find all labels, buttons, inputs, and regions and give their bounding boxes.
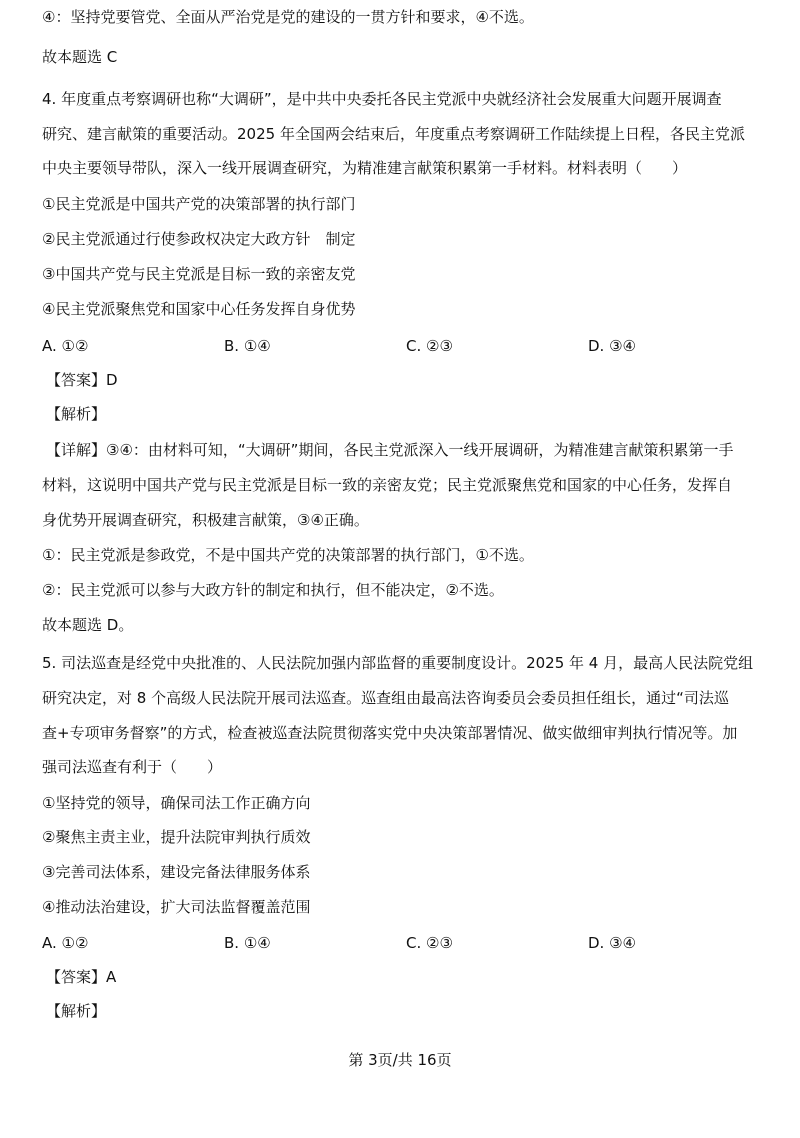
q5-option-a: A. ①② — [42, 934, 89, 952]
q5-stem-line: 5. 司法巡查是经党中央批准的、人民法院加强内部监督的重要制度设计。2025 年 4 月，最高人民法院党组 — [42, 654, 754, 672]
q4-statement: ③中国共产党与民主党派是目标一致的亲密友党 — [42, 265, 356, 283]
q4-stem-line: 研究、建言献策的重要活动。2025 年全国两会结束后，年度重点考察调研工作陆续提上日程，各民主党派 — [42, 125, 745, 143]
q5-option-d: D. ③④ — [588, 934, 636, 952]
q4-stem-line: 4. 年度重点考察调研也称“大调研”，是中共中央委托各民主党派中央就经济社会发展重大问题开展调查 — [42, 90, 722, 108]
q4-conclusion: 故本题选 D。 — [42, 616, 134, 634]
q4-option-c: C. ②③ — [406, 337, 453, 355]
q5-statement: ①坚持党的领导，确保司法工作正确方向 — [42, 794, 311, 812]
q5-analysis-label: 【解析】 — [46, 1002, 107, 1020]
prev-conclusion: 故本题选 C — [42, 48, 118, 66]
q4-option-a: A. ①② — [42, 337, 89, 355]
q5-statement: ④推动法治建设，扩大司法监督覆盖范围 — [42, 898, 311, 916]
q5-stem-line: 研究决定，对 8 个高级人民法院开展司法巡查。巡查组由最高法咨询委员会委员担任组长，通过“司法巡 — [42, 689, 729, 707]
q5-answer: 【答案】A — [46, 968, 117, 986]
q4-answer: 【答案】D — [46, 371, 118, 389]
q5-statement: ②聚焦主责主业，提升法院审判执行质效 — [42, 828, 311, 846]
q5-option-c: C. ②③ — [406, 934, 453, 952]
q4-stem-line: 中央主要领导带队，深入一线开展调查研究，为精准建言献策积累第一手材料。材料表明（ ） — [42, 159, 688, 177]
q4-detail-line: 身优势开展调查研究，积极建言献策，③④正确。 — [42, 511, 369, 529]
q5-option-b: B. ①④ — [224, 934, 271, 952]
q5-statement: ③完善司法体系，建设完备法律服务体系 — [42, 863, 311, 881]
q4-statement: ②民主党派通过行使参政权决定大政方针 制定 — [42, 230, 356, 248]
q4-option-b: B. ①④ — [224, 337, 271, 355]
q4-detail-line: 材料，这说明中国共产党与民主党派是目标一致的亲密友党；民主党派聚焦党和国家的中心任务，发挥自 — [42, 476, 733, 494]
page-footer: 第 3页/共 16页 — [348, 1051, 452, 1069]
prev-analysis-line: ④：坚持党要管党、全面从严治党是党的建设的一贯方针和要求，④不选。 — [42, 8, 534, 26]
q4-detail-line: ②：民主党派可以参与大政方针的制定和执行，但不能决定，②不选。 — [42, 581, 504, 599]
q4-statement: ④民主党派聚焦党和国家中心任务发挥自身优势 — [42, 300, 356, 318]
q4-detail-line: 【详解】③④：由材料可知，“大调研”期间，各民主党派深入一线开展调研，为精准建言献策积累第一手 — [46, 441, 734, 459]
q4-analysis-label: 【解析】 — [46, 405, 107, 423]
q5-stem-line: 强司法巡查有利于（ ） — [42, 758, 223, 776]
q4-detail-line: ①：民主党派是参政党，不是中国共产党的决策部署的执行部门，①不选。 — [42, 546, 534, 564]
q5-stem-line: 查+专项审务督察”的方式，检查被巡查法院贯彻落实党中央决策部署情况、做实做细审判执行情况等。加 — [42, 724, 738, 742]
q4-option-d: D. ③④ — [588, 337, 636, 355]
q4-statement: ①民主党派是中国共产党的决策部署的执行部门 — [42, 195, 356, 213]
